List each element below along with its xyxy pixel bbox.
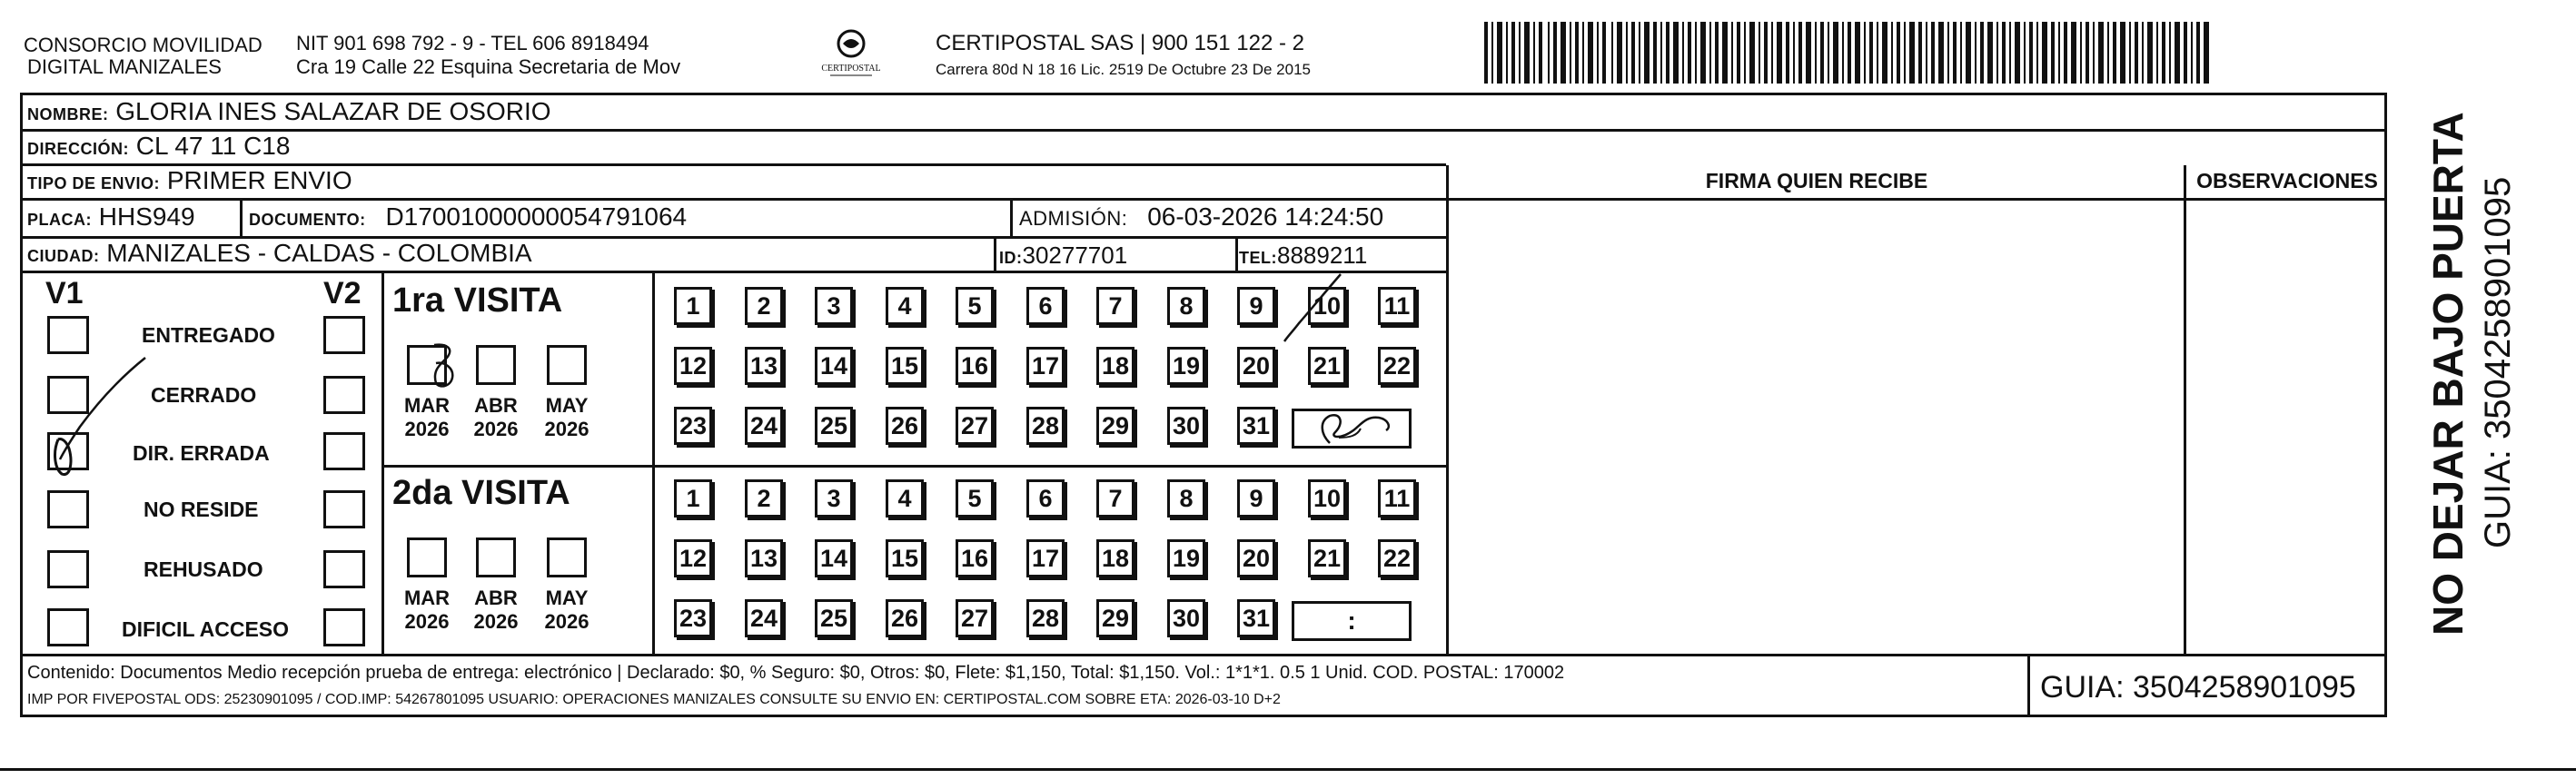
- second-visit-day-31[interactable]: 31: [1237, 599, 1275, 637]
- second-visit-day-5[interactable]: 5: [956, 479, 994, 518]
- v1-entregado-checkbox[interactable]: [47, 316, 89, 354]
- tipo-row: [27, 165, 352, 199]
- placa-cell: [27, 202, 195, 235]
- first-visit-day-17[interactable]: 17: [1026, 347, 1065, 385]
- second-visit-day-18[interactable]: 18: [1096, 539, 1134, 577]
- second-visit-day-15[interactable]: 15: [886, 539, 924, 577]
- handwritten-month-mark: [427, 338, 463, 392]
- v2-entregado-checkbox[interactable]: [323, 316, 365, 354]
- year-label: 2026: [404, 418, 450, 440]
- second-visit-day-20[interactable]: 20: [1237, 539, 1275, 577]
- first-visit-day-16[interactable]: 16: [956, 347, 994, 385]
- second-visit-day-22[interactable]: 22: [1378, 539, 1416, 577]
- first-visit-day-25[interactable]: 25: [815, 407, 853, 445]
- first-visit-day-9[interactable]: 9: [1237, 287, 1275, 325]
- first-visit-title: 1ra VISITA: [392, 281, 563, 320]
- month-year-label: [464, 394, 528, 441]
- second-visit-day-26[interactable]: 26: [886, 599, 924, 637]
- first-visit-day-21[interactable]: 21: [1308, 347, 1346, 385]
- row-divider: [20, 654, 2387, 656]
- nombre-row: [27, 96, 551, 130]
- id-label: ID:: [999, 249, 1023, 267]
- time-placeholder: :: [1347, 606, 1356, 635]
- second-visit-day-9[interactable]: 9: [1237, 479, 1275, 518]
- admision-label: ADMISIÓN:: [1019, 207, 1128, 230]
- status-label-entregado: ENTREGADO: [142, 323, 275, 347]
- direccion-row: [27, 131, 290, 164]
- documento-label: DOCUMENTO:: [249, 211, 366, 229]
- month-label: MAR: [403, 587, 451, 609]
- col-divider: [2184, 165, 2186, 656]
- svg-text:CERTIPOSTAL: CERTIPOSTAL: [821, 64, 881, 74]
- second-visit-day-13[interactable]: 13: [745, 539, 783, 577]
- second-visit-day-27[interactable]: 27: [956, 599, 994, 637]
- admision-value: 06-03-2026 14:24:50: [1147, 202, 1384, 231]
- month-year-label: [464, 587, 528, 634]
- first-visit-day-28[interactable]: 28: [1026, 407, 1065, 445]
- second-visit-month-checkbox-mar[interactable]: [407, 537, 447, 577]
- first-visit-day-4[interactable]: 4: [886, 287, 924, 325]
- visit-divider: [381, 465, 1448, 468]
- first-visit-day-22[interactable]: 22: [1378, 347, 1416, 385]
- month-label: ABR: [474, 587, 518, 609]
- nombre-value: GLORIA INES SALAZAR DE OSORIO: [115, 97, 551, 125]
- col-divider: [240, 200, 243, 238]
- second-visit-day-30[interactable]: 30: [1167, 599, 1205, 637]
- year-label: 2026: [544, 418, 590, 440]
- month-label: ABR: [474, 394, 518, 417]
- nit-line: NIT 901 698 792 - 9 - TEL 606 8918494: [296, 32, 649, 54]
- placa-label: PLACA:: [27, 211, 92, 229]
- first-visit-day-19[interactable]: 19: [1167, 347, 1205, 385]
- v2-dir-errada-checkbox[interactable]: [323, 432, 365, 470]
- certipostal-logo: [819, 27, 883, 78]
- col-divider: [2027, 656, 2030, 717]
- first-visit-day-24[interactable]: 24: [745, 407, 783, 445]
- month-label: MAY: [545, 587, 589, 609]
- handwritten-check-mark: [36, 354, 154, 481]
- first-visit-day-3[interactable]: 3: [815, 287, 853, 325]
- status-label-dir-errada: DIR. ERRADA: [133, 441, 270, 465]
- first-visit-day-13[interactable]: 13: [745, 347, 783, 385]
- v2-dificil-acceso-checkbox[interactable]: [323, 608, 365, 646]
- first-visit-day-11[interactable]: 11: [1378, 287, 1416, 325]
- month-year-label: [395, 394, 459, 441]
- observations-area[interactable]: [2187, 200, 2387, 654]
- first-visit-day-26[interactable]: 26: [886, 407, 924, 445]
- second-visit-day-19[interactable]: 19: [1167, 539, 1205, 577]
- tel-cell: [1239, 240, 1367, 273]
- second-visit-day-2[interactable]: 2: [745, 479, 783, 518]
- second-visit-day-10[interactable]: 10: [1308, 479, 1346, 518]
- first-visit-day-10[interactable]: 10: [1308, 287, 1346, 325]
- year-label: 2026: [473, 418, 519, 440]
- first-visit-day-30[interactable]: 30: [1167, 407, 1205, 445]
- tear-line: [0, 768, 2576, 771]
- observaciones-header: OBSERVACIONES: [2196, 169, 2378, 192]
- side-warning: NO DEJAR BAJO PUERTA: [2424, 112, 2472, 636]
- second-visit-time-field[interactable]: [1292, 601, 1412, 641]
- handwritten-initials: [1303, 407, 1402, 452]
- first-visit-day-1[interactable]: 1: [674, 287, 712, 325]
- first-visit-day-29[interactable]: 29: [1096, 407, 1134, 445]
- v1-header: V1: [45, 276, 84, 311]
- v1-no-reside-checkbox[interactable]: [47, 490, 89, 528]
- company-name-line1: CONSORCIO MOVILIDAD: [24, 34, 263, 56]
- year-label: 2026: [404, 610, 450, 633]
- v1-rehusado-checkbox[interactable]: [47, 550, 89, 588]
- second-visit-day-29[interactable]: 29: [1096, 599, 1134, 637]
- direccion-value: CL 47 11 C18: [135, 132, 291, 160]
- month-label: MAY: [545, 394, 589, 417]
- tel-value: 8889211: [1277, 242, 1368, 269]
- footer-guia: GUIA: 3504258901095: [2040, 670, 2356, 705]
- col-divider: [1446, 165, 1449, 656]
- tipo-value: PRIMER ENVIO: [166, 166, 352, 194]
- status-label-cerrado: CERRADO: [151, 383, 257, 407]
- visit-col-divider: [652, 272, 655, 654]
- imp-line: IMP POR FIVEPOSTAL ODS: 25230901095 / COD.IMP: 54267801095 USUARIO: OPERACIONES MANIZALES CONSULTE SU ENVIO EN: CERTIPOSTAL.COM SOBRE ETA: 2026-03-10 D+2: [27, 692, 1281, 707]
- first-visit-day-20[interactable]: 20: [1237, 347, 1275, 385]
- col-divider: [1235, 238, 1238, 272]
- v2-cerrado-checkbox[interactable]: [323, 376, 365, 414]
- id-cell: [999, 240, 1127, 273]
- documento-value: D17001000000054791064: [385, 202, 688, 231]
- ciudad-label: CIUDAD:: [27, 247, 100, 265]
- second-visit-day-24[interactable]: 24: [745, 599, 783, 637]
- second-visit-day-1[interactable]: 1: [674, 479, 712, 518]
- placa-value: HHS949: [98, 202, 195, 231]
- tipo-label: TIPO DE ENVIO:: [27, 174, 161, 192]
- col-divider: [1010, 200, 1013, 238]
- first-visit-day-31[interactable]: 31: [1237, 407, 1275, 445]
- second-visit-day-7[interactable]: 7: [1096, 479, 1134, 518]
- v2-no-reside-checkbox[interactable]: [323, 490, 365, 528]
- direccion-label: DIRECCIÓN:: [27, 140, 129, 158]
- second-visit-day-14[interactable]: 14: [815, 539, 853, 577]
- second-visit-day-12[interactable]: 12: [674, 539, 712, 577]
- first-visit-day-12[interactable]: 12: [674, 347, 712, 385]
- second-visit-day-16[interactable]: 16: [956, 539, 994, 577]
- first-visit-month-checkbox-may[interactable]: [547, 345, 587, 385]
- firma-header: FIRMA QUIEN RECIBE: [1705, 169, 1928, 192]
- documento-cell: [249, 202, 687, 235]
- second-visit-title: 2da VISITA: [392, 474, 570, 512]
- first-visit-day-14[interactable]: 14: [815, 347, 853, 385]
- first-visit-day-15[interactable]: 15: [886, 347, 924, 385]
- second-visit-month-checkbox-may[interactable]: [547, 537, 587, 577]
- id-value: 30277701: [1022, 242, 1128, 269]
- second-visit-day-25[interactable]: 25: [815, 599, 853, 637]
- first-visit-month-checkbox-abr[interactable]: [476, 345, 516, 385]
- second-visit-day-6[interactable]: 6: [1026, 479, 1065, 518]
- v1-dificil-acceso-checkbox[interactable]: [47, 608, 89, 646]
- admision-cell: [1019, 202, 1383, 234]
- col-divider: [994, 238, 996, 272]
- ciudad-row: [27, 238, 532, 271]
- month-label: MAR: [403, 394, 451, 417]
- first-visit-day-2[interactable]: 2: [745, 287, 783, 325]
- status-label-no-reside: NO RESIDE: [144, 498, 259, 521]
- second-visit-day-3[interactable]: 3: [815, 479, 853, 518]
- second-visit-day-21[interactable]: 21: [1308, 539, 1346, 577]
- first-visit-day-8[interactable]: 8: [1167, 287, 1205, 325]
- second-visit-day-17[interactable]: 17: [1026, 539, 1065, 577]
- month-year-label: [395, 587, 459, 634]
- second-visit-day-11[interactable]: 11: [1378, 479, 1416, 518]
- handwritten-day-mark: [1281, 271, 1344, 343]
- first-visit-day-18[interactable]: 18: [1096, 347, 1134, 385]
- first-visit-day-7[interactable]: 7: [1096, 287, 1134, 325]
- v2-rehusado-checkbox[interactable]: [323, 550, 365, 588]
- status-label-dificil-acceso: DIFICIL ACCESO: [122, 617, 290, 641]
- status-label-rehusado: REHUSADO: [144, 557, 263, 581]
- status-divider: [381, 272, 384, 654]
- nombre-label: NOMBRE:: [27, 105, 109, 123]
- address-line: Cra 19 Calle 22 Esquina Secretaria de Mov: [296, 55, 681, 78]
- second-visit-day-4[interactable]: 4: [886, 479, 924, 518]
- month-year-label: [535, 587, 599, 634]
- second-visit-day-28[interactable]: 28: [1026, 599, 1065, 637]
- first-visit-day-23[interactable]: 23: [674, 407, 712, 445]
- v2-header: V2: [323, 276, 362, 311]
- carrier-address: Carrera 80d N 18 16 Lic. 2519 De Octubre 23 De 2015: [936, 61, 1311, 78]
- ciudad-value: MANIZALES - CALDAS - COLOMBIA: [106, 239, 532, 267]
- company-name-line2: DIGITAL MANIZALES: [27, 55, 222, 78]
- first-visit-day-5[interactable]: 5: [956, 287, 994, 325]
- second-visit-day-8[interactable]: 8: [1167, 479, 1205, 518]
- second-visit-month-checkbox-abr[interactable]: [476, 537, 516, 577]
- signature-area[interactable]: [1450, 200, 2184, 654]
- content-line: Contenido: Documentos Medio recepción prueba de entrega: electrónico | Declarado: $0, % Seguro: $0, Otros: $0, Flete: $1,150, Total: $1,150. Vol.: 1*1*1. 0.5 1 Unid. COD. POSTAL: 170002: [27, 663, 1565, 683]
- side-guia: GUIA: 3504258901095: [2478, 176, 2518, 548]
- tel-label: TEL:: [1239, 249, 1277, 267]
- year-label: 2026: [473, 610, 519, 633]
- second-visit-day-23[interactable]: 23: [674, 599, 712, 637]
- barcode: [1484, 22, 2211, 84]
- month-year-label: [535, 394, 599, 441]
- first-visit-day-6[interactable]: 6: [1026, 287, 1065, 325]
- year-label: 2026: [544, 610, 590, 633]
- first-visit-day-27[interactable]: 27: [956, 407, 994, 445]
- carrier-line: CERTIPOSTAL SAS | 900 151 122 - 2: [936, 31, 1304, 55]
